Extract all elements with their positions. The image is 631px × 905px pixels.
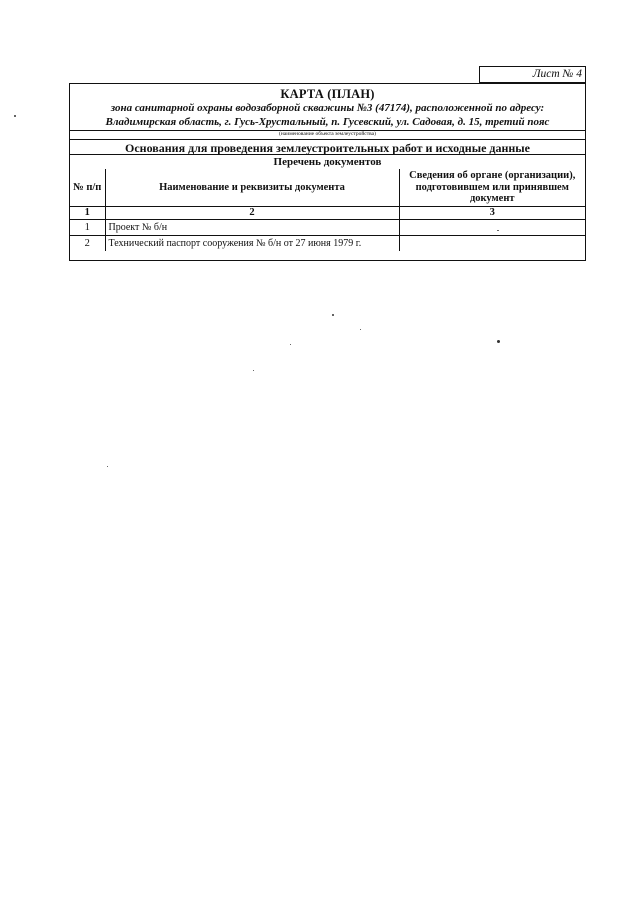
object-caption: (наименование объекта землеустройства) (279, 131, 376, 137)
header-document-name: Наименование и реквизиты документа (105, 169, 399, 207)
scan-speck (497, 340, 500, 343)
basis-heading: Основания для проведения землеустроительных работ и исходные данные (125, 141, 530, 155)
documents-list-heading: Перечень документов (273, 156, 382, 168)
column-number-row (70, 207, 585, 220)
row-organization (399, 220, 585, 236)
row-document-name: Проект № б/н (105, 220, 399, 236)
sheet-number-label: Лист № 4 (479, 66, 586, 83)
documents-table (70, 169, 585, 251)
row-organization (399, 236, 585, 252)
divider (70, 139, 585, 140)
document-title: КАРТА (ПЛАН) (280, 87, 375, 101)
scan-speck (253, 370, 254, 371)
row-number: 1 (70, 220, 105, 236)
row-document-name: Технический паспорт сооружения № б/н от 27 июня 1979 г. (105, 236, 399, 252)
scan-speck (360, 329, 361, 330)
scan-speck (14, 115, 16, 117)
table-row (70, 220, 585, 236)
object-description-line-1: зона санитарной охраны водозаборной скважины №3 (47174), расположенной по адресу: (110, 102, 545, 114)
table-header-row (70, 169, 585, 207)
scan-speck (290, 344, 291, 345)
table-row (70, 236, 585, 252)
column-number: 1 (70, 207, 105, 220)
scan-speck (497, 230, 499, 231)
map-plan-form (69, 83, 586, 261)
scan-speck (332, 314, 334, 316)
column-number: 2 (105, 207, 399, 220)
column-number: 3 (399, 207, 585, 220)
header-number: № п/п (70, 169, 105, 207)
header-organization: Сведения об органе (организации), подготовившем или принявшем документ (399, 169, 585, 207)
row-number: 2 (70, 236, 105, 252)
object-description-line-2: Владимирская область, г. Гусь-Хрустальный, п. Гусевский, ул. Садовая, д. 15, третий пояс (105, 116, 550, 128)
scan-speck (107, 466, 108, 467)
